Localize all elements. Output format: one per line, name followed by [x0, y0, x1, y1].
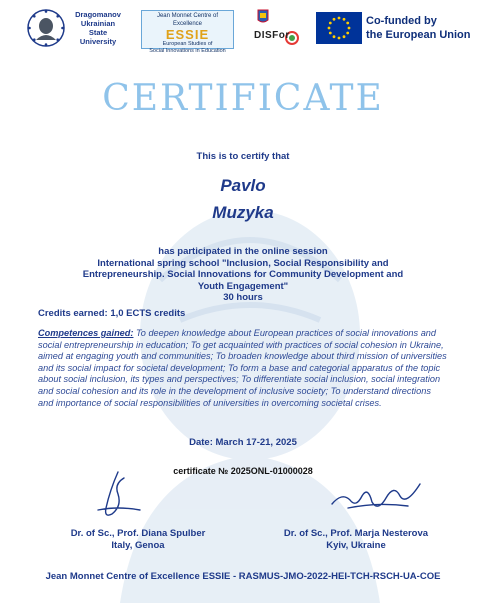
- eu-cofunded-text: [366, 14, 476, 42]
- university-name-line: State: [88, 28, 108, 37]
- jm-top-text: Jean Monnet Centre of Excellence: [156, 13, 219, 27]
- university-name-line: Ukrainian: [80, 19, 116, 28]
- session-line: Youth Engagement": [197, 280, 289, 292]
- university-name-line: Dragomanov: [75, 10, 121, 19]
- session-line: International spring school "Inclusion, Social Responsibility and: [97, 257, 389, 269]
- recipient-last-name: Muzyka: [212, 203, 274, 222]
- session-hours: 30 hours: [223, 292, 263, 303]
- disfor-emblem-icon: [252, 8, 302, 50]
- signer-left: [38, 528, 238, 552]
- competences-title: Competences gained:: [38, 328, 134, 338]
- signer-right-place: Kyiv, Ukraine: [326, 540, 386, 551]
- session-line: Entrepreneurship. Social Innovations for Community Development and: [82, 269, 404, 280]
- session-intro: has participated in the online session: [158, 246, 328, 257]
- signer-right-name: Dr. of Sc., Prof. Marja Nesterova: [283, 528, 429, 539]
- eu-text-line2: the European Union: [366, 29, 471, 41]
- university-logo: [26, 8, 126, 52]
- jm-bottom-text-2: Social Innovations in Education: [149, 47, 226, 54]
- certificate-number: certificate № 2025ONL-01000028: [173, 466, 313, 476]
- signer-left-place: Italy, Genoa: [111, 540, 165, 551]
- disfor-text: DISFor: [254, 30, 290, 41]
- signature-left-icon: [88, 470, 148, 524]
- jm-bottom-text-1: European Studies of: [162, 41, 213, 47]
- competences-paragraph: [38, 328, 448, 409]
- signature-right-icon: [328, 478, 424, 518]
- credits-earned: Credits earned: 1,0 ECTS credits: [38, 308, 186, 319]
- certify-text: This is to certify that: [196, 151, 290, 162]
- disfor-logo: [252, 8, 302, 50]
- eu-flag-icon: [316, 12, 362, 44]
- footer-project-id: Jean Monnet Centre of Excellence ESSIE - RASMUS-JMO-2022-HEI-TCH-RSCH-UA-COE: [45, 571, 441, 582]
- jean-monnet-logo: [141, 10, 234, 54]
- signer-right: [256, 528, 456, 552]
- session-description: [50, 246, 436, 304]
- competences-text: To deepen knowledge about European practices of social innovations and social entrepreneurship in education; To get acquainted with practices of social cohesion in Ukraine, aimed at engaging youth and communities; To broaden knowledge about third mission of universities and its social impact for societal development; To form a base and categorial apparatus of the topic about social inclusion, its types and perspectives; To differentiate social inclusion, social integration and social cohesion and its role in the development of inclusive society; To understand directions and importance of social responsibilities of universities in overcoming societal crises.: [38, 328, 447, 408]
- signer-left-name: Dr. of Sc., Prof. Diana Spulber: [70, 528, 206, 539]
- eu-text-line1: Co-funded by: [366, 15, 437, 27]
- certificate-title: CERTIFICATE: [102, 78, 384, 119]
- jm-acronym: ESSIE: [165, 27, 210, 42]
- session-date: Date: March 17-21, 2025: [189, 437, 297, 448]
- recipient-first-name: Pavlo: [220, 176, 266, 195]
- university-emblem-icon: [26, 8, 66, 48]
- university-name-line: University: [79, 37, 117, 46]
